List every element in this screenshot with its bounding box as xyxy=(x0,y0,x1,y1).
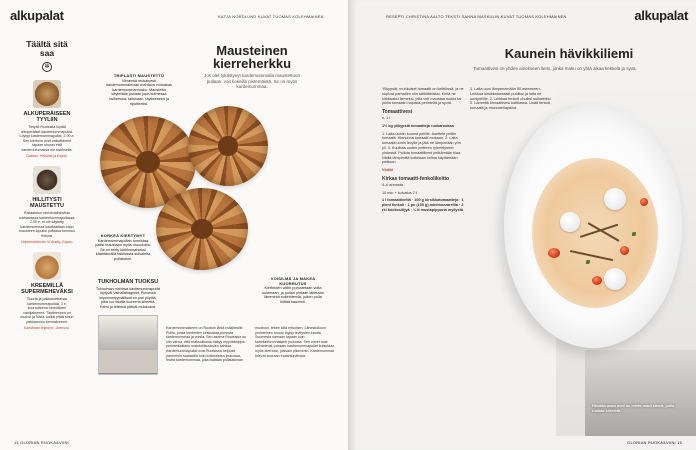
sidebar-item-title: HILLITYSTI MAUSTETTU xyxy=(30,196,64,209)
sidebar-item-source: Leipomokahvila IV Aratiq, Espoo. xyxy=(20,239,74,244)
mozzarella-ball xyxy=(604,268,626,290)
page-number-right: GLORIAN RUOKA&VIINI 15 xyxy=(627,440,682,445)
recipe-tip: Vinkki xyxy=(382,168,394,173)
caption-title: VOISILMÄ JA MAKEA KUORRUTUS xyxy=(270,276,316,286)
recipe-time: 10 min + kuivatus 2 t xyxy=(382,190,417,195)
cardamom-icon: ✻ xyxy=(42,62,52,72)
credit-line-right: RESEPTI CHRISTINA AALTO TEKSTI SANNA MASKULIN KUVAT TUOMAS KOLEHMAINEN xyxy=(386,14,567,19)
credit-line-left: KATJA NORDLUND KUVAT TUOMAS KOLEHMAINEN xyxy=(218,14,324,19)
sidebar-item-text: Suurta ja pakkautettavaa kardemummapullaa, 3 e, kuorrutteena herkullinen vaniljakreemi. Täytteeseen on kuohut ja hiiviä, kaikki pitää sinun pakkamoon kermakreemi. xyxy=(20,296,74,324)
recipe-title: Tomaattivesi xyxy=(382,109,413,116)
recipe-steps: 1. Laita uuni lämpenemään 50 asteeseen. Leikkaa kirsikkatomaatit puoliksi ja laita ne uunipellille. 2. Leikkaa fenkoli ohuiksi suikaleiksi. 3. Lämmitä tomaattivesi kattilassa. Lisää fenkoli, tomaatit ja mozzarellapallot. xyxy=(470,87,552,111)
bun-image xyxy=(156,188,248,270)
info-box-stockholm xyxy=(96,280,160,375)
brand-logo-right: alkupalat xyxy=(634,8,688,23)
sidebar-where-to-buy xyxy=(18,40,76,330)
photo-caption xyxy=(94,234,152,262)
page-number-left: 14 GLORIAN RUOKA&VIINI xyxy=(14,440,69,445)
info-box-title: TUKHOLMAN TUOKSU xyxy=(97,279,159,285)
brand-logo-left: alkupalat xyxy=(10,8,64,23)
sidebar-item xyxy=(18,80,76,158)
sidebar-item xyxy=(18,166,76,244)
herb-leaf xyxy=(586,260,590,264)
caption-title: TRIPLASTI MAUSTETTU xyxy=(113,73,165,78)
tomato-piece xyxy=(548,248,560,258)
caption-title: KORKEA KIERTYMYT xyxy=(100,233,146,238)
bun-thumbnail xyxy=(33,252,61,280)
bun-thumbnail xyxy=(33,80,61,108)
info-box-text: Tukholman mahtava kardemummapullat löytyvät Valhallabageriet, Pienessä leipomomyymälässä on pari pöytää, joilla voi nauttia tuoreena kiireettä. Kahvi ja teleissä pitävät mukavana. xyxy=(96,286,160,309)
sidebar-item xyxy=(18,252,76,330)
tomato-piece xyxy=(592,276,602,285)
page-title-right: Kaunein hävikkiliemi xyxy=(504,46,634,61)
recipe-yield: 4–6 annosta xyxy=(382,182,403,187)
recipe-ingredients: 1½ kg ylikypsiä tomaatteja ruokaruokaa xyxy=(382,123,454,128)
herb-leaf xyxy=(632,232,636,236)
photo-caption xyxy=(262,277,324,305)
body-text-left: Kardemummakierre on Ruotsin lähiä maailmalle. Pullia, jonka kierteiden keskustaa pursuaa kardemummaa ja voista. Sen asema Ruotsissa on niin vahva, että maksullisuus näkyy myydäänjopa perinteikkäiden mahdollisuuksien kanssa. Kardemummapullat ovat Ruotsissa helposti paremmin saatavilla kuin kotimaisten joukossa, mutta kardemummaa, joka lisätään pullataikinan muotoon, tekee siitä erikoisen. Lähestulkoon perinteinen muoto löytyy levitysten kautta Suomesta samaan tapaan kuin kahvilaleivonnaisten joukosta. Sen nimet ovat vaihtelevat; joissain kardemummapullat kutsutaan myös kierreksi, joissain pikemmin. Kardemummat tulevat suoraan tuotantopäivinä. xyxy=(166,326,335,363)
sidebar-item-text: Rakastetun ravintolakahvilan mahtavassa kardemummapullassa, 2,90 e, ei ole käytetty kardemummaa kauttaaltaan vaan mausteen lopuksi pullassa tummuu ristona. xyxy=(18,210,76,238)
photo-caption-right: Hävikkiruoan nimi on mieto maut sieniä, joilla ruokaa kiireettä. xyxy=(592,404,675,413)
intro-text: Ylikypsät, muhkuiset tomaatit on keittiössä, ja ne sopivat parhaiten niin säilöttäväksi. Keitä ne kirkkaaksi liemeksi, jolla voit maustaa ruokia tai juhlia tomaatin hajuisia perinteitä ja syviä. xyxy=(382,87,464,106)
mozzarella-ball xyxy=(604,188,626,210)
sidebar-item-title: ALKUPERÄISEEN TYYLIIN xyxy=(23,111,71,123)
napkin-shadow xyxy=(585,350,696,436)
tomato-piece xyxy=(620,246,629,255)
sidebar-heading: Täältä sitä saa xyxy=(26,39,68,58)
caption-text: Kierteiden väliin purustetaan voita sulamaan, ja pullan pintaan laitetaan lämmintä sokeriliemiä, jolloin pulla kiiltää kauniisti. xyxy=(262,286,324,304)
recipe-column-1 xyxy=(382,87,464,216)
recipe-steps: 1. Laita uuniin kuuma pellille. Asettele peltiin tomaatit. Hienonna tomaatit mukaan. 2. Laita tomaatit uunin levylle ja jätä ne lämpimään yön yli. 3. Kuullota uuden peitteen ryhmittyneet yhdessä. Pullota tomaattiliemi peittämään tilaa. Näillä lämpimillä koitetaan kelloa käyttämään peittoon. xyxy=(382,131,462,165)
mozzarella-ball xyxy=(560,212,580,232)
bakery-photo xyxy=(98,315,158,375)
tomato-piece xyxy=(640,198,648,206)
caption-text: Nimensä mukaisesti kardemummaleivän mahtava voimakas kardemummanmaku. Maustetta käytetään pullaan jopa kolmessa vaiheessa: taikinaan, täytteeseen ja ripotteeksi. xyxy=(106,78,172,106)
sidebar-item-source: Karoliinan leipomo, Joensuu. xyxy=(23,325,71,330)
lead-text-left: Jos olet tykästynyt kardemummalla maustettuun pullaan, voit kokeilla pistemäistä. Se on myös kardemummaa. xyxy=(203,73,301,90)
photo-caption xyxy=(106,74,172,106)
sidebar-item-text: Tietysti Ruotsista löydät alkuperäiset kardemummapullat. Löytyy kardemummapullat, 2,90 e. Sen kiertoon ovat vaikuttaneet tapaan uhuset että kardemummassa ole sisuksella. xyxy=(19,125,75,152)
recipe-ingredients: 1 l tomaattivettä · 100 g kirsikkatomaatteja · 1 pieni fenkoli · 1 pn (150 g) minimozzarellia · 2 rkl kookosöljyä · ¼ tl mustapippuria myllystä xyxy=(382,198,464,212)
bun-image xyxy=(188,106,268,186)
recipe-title: Kirkas tomaatti-fenkolikeitto xyxy=(382,175,450,182)
lead-text-right: Tomaattivesi on yhden ainekseen liemi, jonka maku on yhtä aikaa kekkelä ja syvä. xyxy=(473,66,637,71)
page-title-left: Mausteinen kierreherkku xyxy=(212,43,292,71)
sidebar-item-title: KREEMILLÄ SUPERMEHEVÄKSI xyxy=(21,282,73,295)
recipe-yield: n. 1 l xyxy=(382,115,391,120)
caption-text: Kardemummapullan tunnistaa paitsi maustaan myös muodosta. Se on tehty kiekkomaiseksi kääntämällä taikinasta suikaleita pullakeksi. xyxy=(95,238,151,261)
recipe-column-2 xyxy=(470,87,552,114)
bun-thumbnail xyxy=(33,166,61,194)
sidebar-item-source: Gateau, Helsinki ja Espoo. xyxy=(25,153,69,158)
